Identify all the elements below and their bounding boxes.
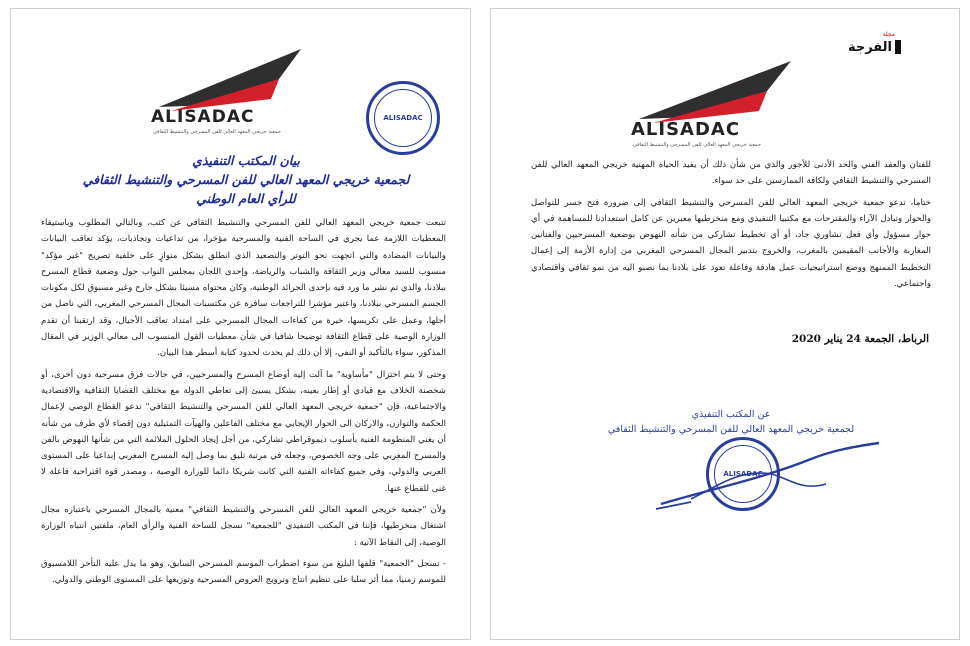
badge-mark-icon bbox=[895, 40, 901, 54]
handwritten-signature bbox=[651, 429, 891, 519]
stamp-text-right: ALISADAC bbox=[723, 470, 763, 478]
paragraph-right-1: للفنان والعقد الفني والحد الأدنى للأجور والذي من شأن ذلك أن يفيد الحياة المهنية خريجي المعهد العالي للفن المسرحي والتنشيط الثقافي ولكافة الممارسين على حد سواء. bbox=[531, 160, 931, 187]
heading-line-2: لجمعية خريجي المعهد العالي للفن المسرحي والتنشيط الثقافي bbox=[82, 172, 410, 187]
paragraph-2: وحتى لا يتم اختزال "مأساوية" ما آلت إليه أوضاع المسرح والمسرحيين، في حالات فرق مسرحية دون أخرى، أو شخصنة الخلاف مع قيادي أو إطار بعينه، بشكل يسيئ إلى تعاطي الدولة مع مختلف القضايا الثقافية والاقتصادية والاجتماعية، فإن "جمعية خريجي المعهد العالي للفن المسرحي والتنشيط الثقافي" تدعو القطاع الوصي لإعمال الحكمة والتوازن، والاركان الى الحوار الإيجابي مع مختلف الفاعلين والهيآت التمثيلية دون إقصاء لأي طرف من شأنه أن يغني المنظومة الفنية بأسلوب ديموقراطي تشاركي، من أجل إيجاد الحلول الملائمة التي من شأنها النهوض بالفن والمسرح المغربي على وجه الخصوص، وجعله في مرتبة تليق بما وصل إليه المسرح المغربي إبداعيا على المستوى العربي والدولي، وفي جميع كفاءاته الفنية التي كانت شريكا دائما للوزارة الوصية ، ومصدر قوة اقتراحية فاعلة لا غنى للقطاع عنها. bbox=[41, 369, 446, 494]
heading-line-3: للرأي العام الوطني bbox=[196, 191, 296, 206]
date-line: الرباط، الجمعة 24 يناير 2020 bbox=[791, 333, 929, 345]
statement-heading bbox=[51, 151, 441, 208]
alisadac-logo-right bbox=[631, 51, 811, 151]
badge-prefix: مجلة bbox=[882, 31, 895, 38]
signature-line-1: عن المكتب التنفيذي bbox=[691, 409, 771, 420]
alisadac-logo bbox=[151, 39, 321, 139]
logo-name: ALISADAC bbox=[151, 107, 255, 127]
paragraph-right-2: ختاما، تدعو جمعية خريجي المعهد العالي للفن المسرحي والتنشيط الثقافي إلى ضرورة فتح جسر للتواصل والحوار وتبادل الآراء والمقترحات مع مكتبيا التنفيذي ومع منخرطيها معبرين عن كامل استعدادنا للمساهمة في أي حوار مسؤول وأي فعل تشاوري جاد، أو أي تخطيط تشاركي من شأنه النهوض بوضعية المسرحيين والفنانين المغاربة والأجانب المقيمين بالمغرب، والخروج بتدبير المجال المسرحي المغربي من إدارة الأزمة إلى إعمال التخطيط الممنهج ووضع استراتيجيات عمل هادفة وفاعلة تعود على بلادنا بما نصبو اليه من نمو ثقافي واقتصادي واجتماعي. bbox=[531, 197, 931, 290]
paragraph-3: ولأن "جمعية خريجي المعهد العالي للفن المسرحي والتنشيط الثقافي" معنية بالمجال المسرحي باعتباره مجال اشتغال منخرطيها، فإننا في المكتب التنفيذي "للجمعية" نسجل للساحة الفنية والرأي العام، ملفتين انتباه الوزارة الوصية، إلى النقاط الآتية : bbox=[41, 505, 446, 548]
magazine-badge bbox=[847, 31, 901, 56]
logo-name-right: ALISADAC bbox=[631, 119, 741, 140]
heading-line-1: بيان المكتب التنفيذي bbox=[192, 153, 300, 168]
document-page-left bbox=[10, 8, 471, 640]
statement-body-left bbox=[41, 215, 446, 594]
statement-body-right bbox=[531, 157, 931, 297]
association-stamp bbox=[366, 81, 440, 155]
logo-subtitle: جمعية خريجي المعهد العالي للفن المسرحي والتنشيط الثقافي bbox=[153, 129, 281, 135]
signature-line-2: لجمعية خريجي المعهد العالي للفن المسرحي والتنشيط الثقافي bbox=[607, 424, 855, 435]
document-page-right bbox=[490, 8, 960, 640]
stamp-text: ALISADAC bbox=[383, 114, 423, 122]
paragraph-4: - تسجل "الجمعية" قلقها البليغ من سوء اضطراب الموسم المسرحي السابق، وهو ما يدل عليه التأخر اللامسبوق للموسم زمنيا، مما أثر سلبا على تنظيم انتاج وترويج العروض المسرحية وتوزيعها على المستوى الوطني والدولي. bbox=[41, 558, 446, 586]
logo-subtitle-right: جمعية خريجي المعهد العالي للفن المسرحي والتنشيط الثقافي bbox=[633, 142, 761, 148]
paragraph-1: تتبعت جمعية خريجي المعهد العالي للفن المسرحي والتنشيط الثقافي عن كثب، وبالتالي المطلوب وباستيفاء المعطيات اللازمة عما يجري في الساحة الفنية والمسرحية مؤخرا، من تداعيات وتجاذبات، يؤكد تعاقب البيانات والبيانات المضادة والتي اتجهت نحو التوتر والتصعيد الذي انطلق بشكل متوازٍ على خلفية تصريح "غير مؤكد" منسوب للسيد معالي وزير الثقافة والشباب والرياضة، وإحدى اللجان بمجلس النواب حول وضعية قطاع المسرح ببلادنا، والذي تم نشر ما ورد فيه بإحدى الجرائد الوطنية، وكان محتواه مسيئا بشكل جارح وغير مسبوق لكل مكونات الجسم المسرحي ببلادنا، واعتبر مؤشرا للتراجعات سافرة عن مكتسبات المجال المسرحي المغربي، التي ناضل من أجلها، وعمل على تكريسها، خيرة من كفاءات المجال المسرحي على امتداد تعاقب الأجيال، وقد ارتقبنا أن تقدم الوزارة الوصية على قطاع الثقافة توضيحا شافيا في شأن معطيات القول المنسوب الى معالي الوزير في المقال المذكور، سواء بالتأكيد أو النفي، إلا أن ذلك لم يحدث لحدود كتابة أسطر هذا البيان. bbox=[41, 218, 446, 359]
badge-label: الفرجة bbox=[847, 39, 892, 55]
